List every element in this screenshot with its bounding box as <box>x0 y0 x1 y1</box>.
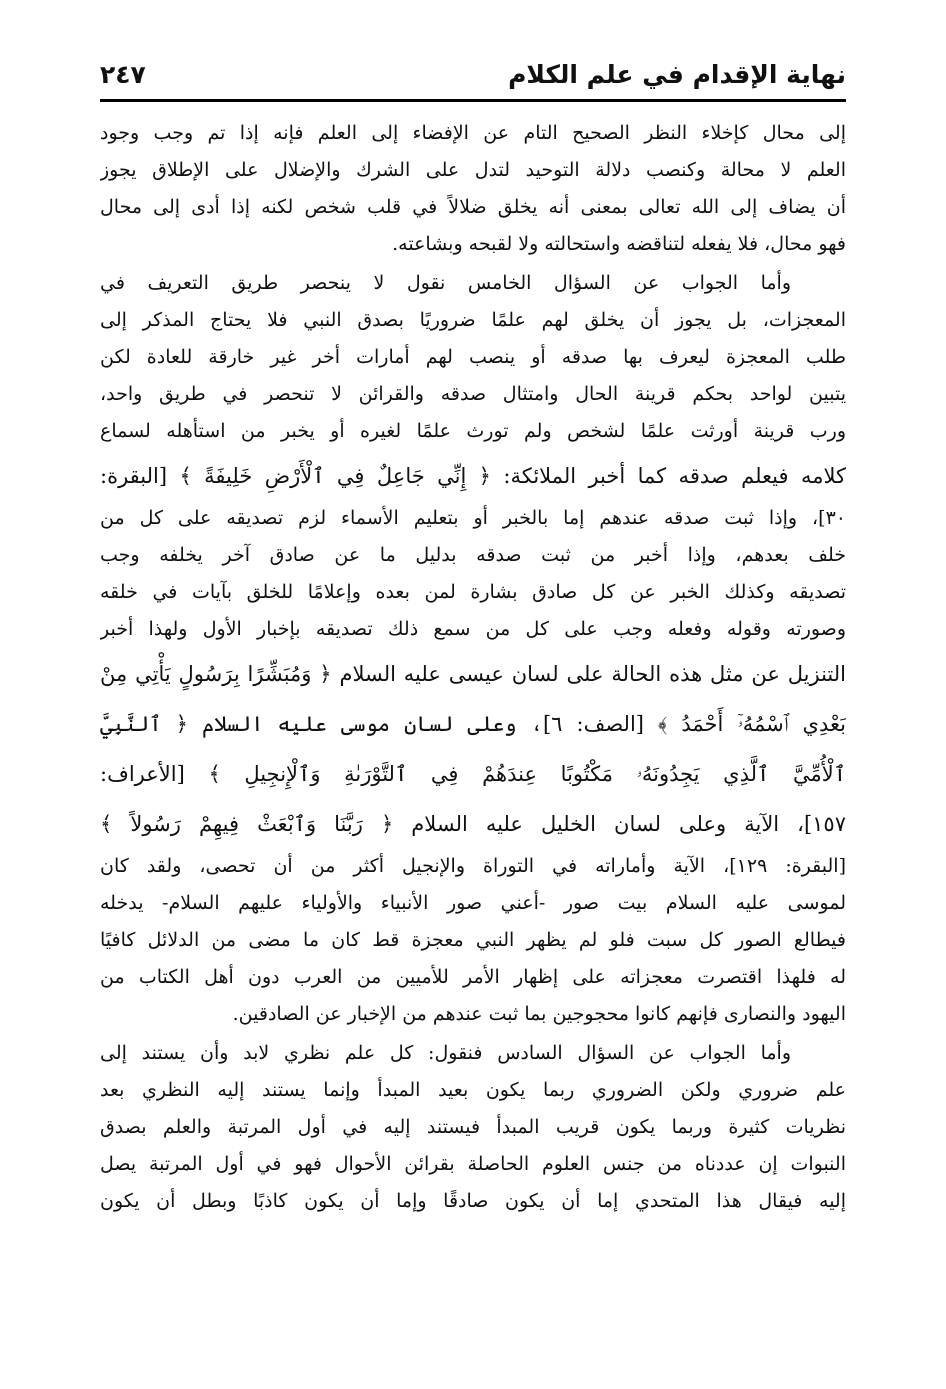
text-line-quran-verse: بَعْدِي ٱسْمُهُۥٓ أَحْمَدُ ﴾ [الصف: ٦]، وعلى لسان موسى عليه السلام ﴿ ٱلنَّبِيَّ <box>100 712 846 736</box>
text-line: العلم لا محالة وكنصب دلالة التوحيد لتدل على الشرك والإضلال على الإطلاق يجوز <box>100 159 846 181</box>
text-line: فهو محال، فلا يفعله لتناقضه واستحالته ولا لقبحه وبشاعته. <box>392 233 846 255</box>
text-line: ٣٠]، وإذا ثبت صدقه عندهم إما بالخبر أو بتعليم الأسماء لزم تصديقه على كل من <box>100 507 846 529</box>
text-line: إليه فيقال هذا المتحدي إما أن يكون صادقًا وإما أن يكون كاذبًا وبطل أن يكون <box>100 1190 846 1212</box>
text-line: إلى محال كإخلاء النظر الصحيح التام عن الإفضاء إلى العلم فإنه إذا تم وجب وجود <box>100 122 846 144</box>
text-line: نظريات كثيرة وربما يكون قريب المبدأ فيستند إليه في أول المرتبة والعلم بصدق <box>100 1116 846 1138</box>
text-line: طلب المعجزة ليعرف بها صدقه أو ينصب لهم أمارات أخر غير خارقة للعادة لكن <box>100 346 846 368</box>
text-line: علم ضروري ولكن الضروري ربما يكون بعيد المبدأ وإنما يستند إليه النظري بعد <box>100 1079 846 1101</box>
paragraph-first-line: وأما الجواب عن السؤال السادس فنقول: كل علم نظري لابد وأن يستند إلى <box>100 1042 791 1064</box>
header-divider <box>100 99 846 102</box>
body-text <box>100 115 846 1220</box>
text-line: ورب قرينة أورثت علمًا لشخص ولم تورث علمًا لغيره أو يخبر من استأهله لسماع <box>100 420 846 442</box>
text-line: لموسى عليه السلام بيت صور -أعني صور الأنبياء والأولياء عليهم السلام- يدخله <box>100 892 846 914</box>
text-line-quran-verse: ١٥٧]، الآية وعلى لسان الخليل عليه السلام ﴿ رَبَّنَا وَٱبْعَثْ فِيهِمْ رَسُولاً ﴾ <box>100 812 846 836</box>
text-line: المعجزات، بل يجوز أن يخلق لهم علمًا ضروريًا بصدق النبي فلا يحتاج المذكر إلى <box>100 309 846 331</box>
text-line-quran-verse: ٱلْأُمِّيَّ ٱلَّذِي يَجِدُونَهُۥ مَكْتُوبًا عِندَهُمْ فِي ٱلتَّوْرَىٰةِ وَٱلْإِنجِيلِ ﴾ [الأعراف: <box>100 762 846 786</box>
text-line: تصديقه وكذلك الخبر عن كل صادق بشارة لمن بعده وإعلامًا للخلق بآيات في خلقه <box>100 581 846 603</box>
text-line: فيطالع الصور كل سبت فلو لم يظهر النبي معجزة قط كان ما مضى من الدلائل كافيًا <box>100 929 846 951</box>
text-line: [البقرة: ١٢٩]، الآية وأماراته في التوراة والإنجيل أكثر من أن تحصى، ولقد كان <box>100 855 846 877</box>
paragraph-first-line: وأما الجواب عن السؤال الخامس نقول لا ينحصر طريق التعريف في <box>100 272 791 294</box>
running-header <box>100 58 846 100</box>
text-line: وصورته وقوله وفعله وجب على كل من سمع ذلك تصديقه بإخبار الأول ولهذا أخبر <box>100 618 846 640</box>
text-line-quran-verse: التنزيل عن مثل هذه الحالة على لسان عيسى عليه السلام ﴿ وَمُبَشِّرًا بِرَسُولٍ يَأْتِي مِنْ <box>100 662 846 686</box>
text-line: النبوات إن عددناه من جنس العلوم الحاصلة بقرائن الأحوال فهو في أول المرتبة يصل <box>100 1153 846 1175</box>
book-title: نهاية الإقدام في علم الكلام <box>508 60 846 89</box>
text-line: اليهود والنصارى فإنهم كانوا محجوجين بما ثبت عندهم من الإخبار عن الصادقين. <box>232 1003 846 1025</box>
text-line-quran-verse: كلامه فيعلم صدقه كما أخبر الملائكة: ﴿ إِنِّي جَاعِلٌ فِي ٱلْأَرْضِ خَلِيفَةً ﴾ [البقرة: <box>100 464 846 488</box>
text-line: له فلهذا اقتصرت معجزاته على إظهار الأمر للأميين من العرب دون أهل الكتاب من <box>100 966 846 988</box>
page-number: ٢٤٧ <box>100 60 146 89</box>
text-line: يتبين لواحد بحكم قرينة الحال وامتثال صدقه والقرائن لا تنحصر في طريق واحد، <box>100 383 846 405</box>
text-line: أن يضاف إلى الله تعالى بمعنى أنه يخلق ضلالاً في قلب شخص لكنه إذا أدى إلى محال <box>100 196 846 218</box>
text-line: خلف بعدهم، وإذا أخبر من ثبت صدقه بدليل ما عن صادق آخر يخلفه وجب <box>100 544 846 566</box>
